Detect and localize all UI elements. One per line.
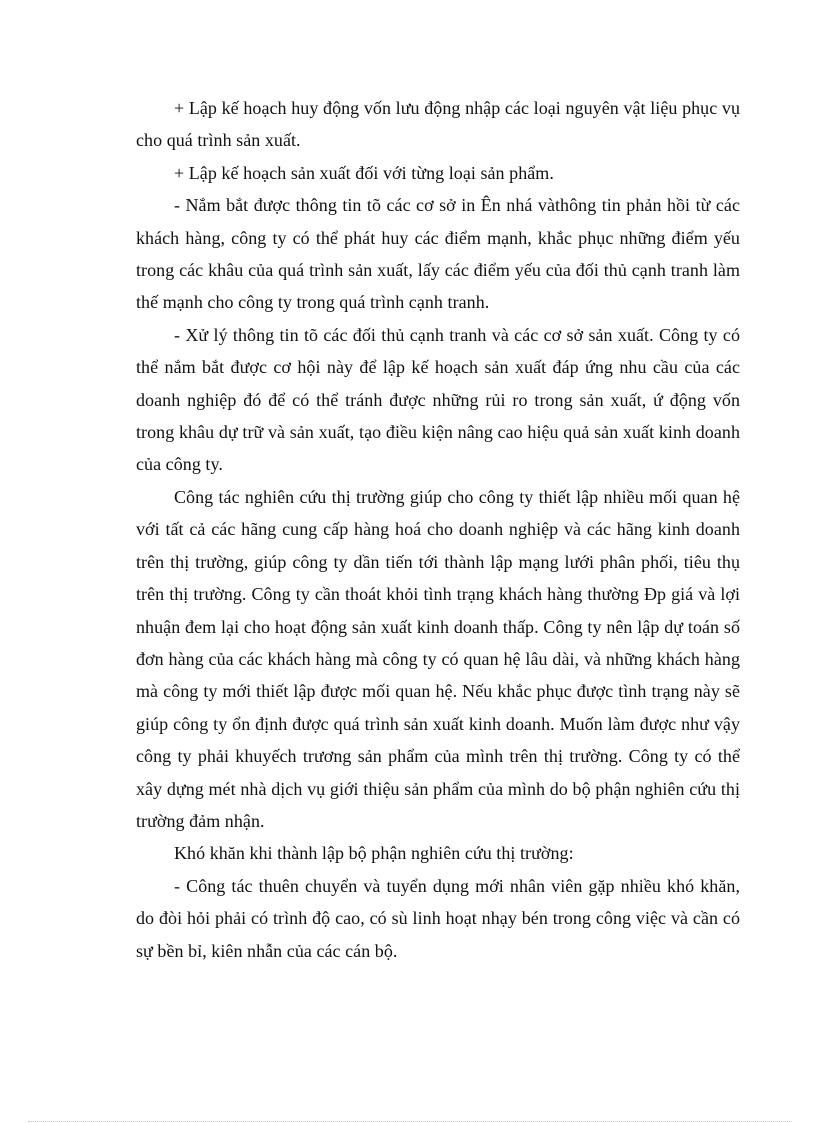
paragraph-competitor-information: - Xử lý thông tin tõ các đối thủ cạnh tranh và các cơ sở sản xuất. Công ty có thể nắm bắt được cơ hội này để lập kế hoạch sản xuất đáp ứng nhu cầu của các doanh nghiệp đó để có thể tránh được những rủi ro trong sản xuất, ứ động vốn trong khâu dự trữ và sản xuất, tạo điều kiện nâng cao hiệu quả sản xuất kinh doanh của công ty. <box>136 324 740 475</box>
paragraph-market-research: Công tác nghiên cứu thị trường giúp cho công ty thiết lập nhiều mối quan hệ với tất cả các hãng cung cấp hàng hoá cho doanh nghiệp và các hãng kinh doanh trên thị trường, giúp công ty dần tiến tới thành lập mạng lưới phân phối, tiêu thụ trên thị trường. Công ty cần thoát khỏi tình trạng khách hàng thường Ðp giá và lợi nhuận đem lại cho hoạt động sản xuất kinh doanh thấp. Công ty nên lập dự toán số đơn hàng của các khách hàng mà công ty có quan hệ lâu dài, và những khách hàng mà công ty mới thiết lập được mối quan hệ. Nếu khắc phục được tình trạng này sẽ giúp công ty ổn định được quá trình sản xuất kinh doanh. Muốn làm được như vậy công ty phải khuyếch trương sản phẩm của mình trên thị trường. Công ty có thể xây dựng mét nhà dịch vụ giới thiệu sản phẩm của mình do bộ phận nghiên cứu thị trường đảm nhận. <box>136 486 740 831</box>
paragraph-recruitment-difficulty: - Công tác thuên chuyển và tuyển dụng mới nhân viên gặp nhiều khó khăn, do đòi hỏi phải có trình độ cao, có sù linh hoạt nhạy bén trong công việc và cần có sự bền bỉ, kiên nhẫn của các cán bộ. <box>136 875 740 961</box>
paragraph-difficulties-heading: Khó khăn khi thành lập bộ phận nghiên cứu thị trường: <box>174 843 574 864</box>
document-body <box>136 92 740 967</box>
paragraph-feedback-information: - Nắm bắt được thông tin tõ các cơ sở in Ên nhá vàthông tin phản hồi từ các khách hàng, công ty có thể phát huy các điểm mạnh, khắc phục những điểm yếu trong các khâu của quá trình sản xuất, lấy các điểm yếu của đối thủ cạnh tranh làm thế mạnh cho công ty trong quá trình cạnh tranh. <box>136 195 740 313</box>
page-bottom-divider <box>28 1121 792 1122</box>
paragraph-plan-working-capital: + Lập kế hoạch huy động vốn lưu động nhập các loại nguyên vật liệu phục vụ cho quá trình sản xuất. <box>136 98 740 151</box>
paragraph-plan-production: + Lập kế hoạch sản xuất đối với từng loại sản phẩm. <box>174 162 554 183</box>
